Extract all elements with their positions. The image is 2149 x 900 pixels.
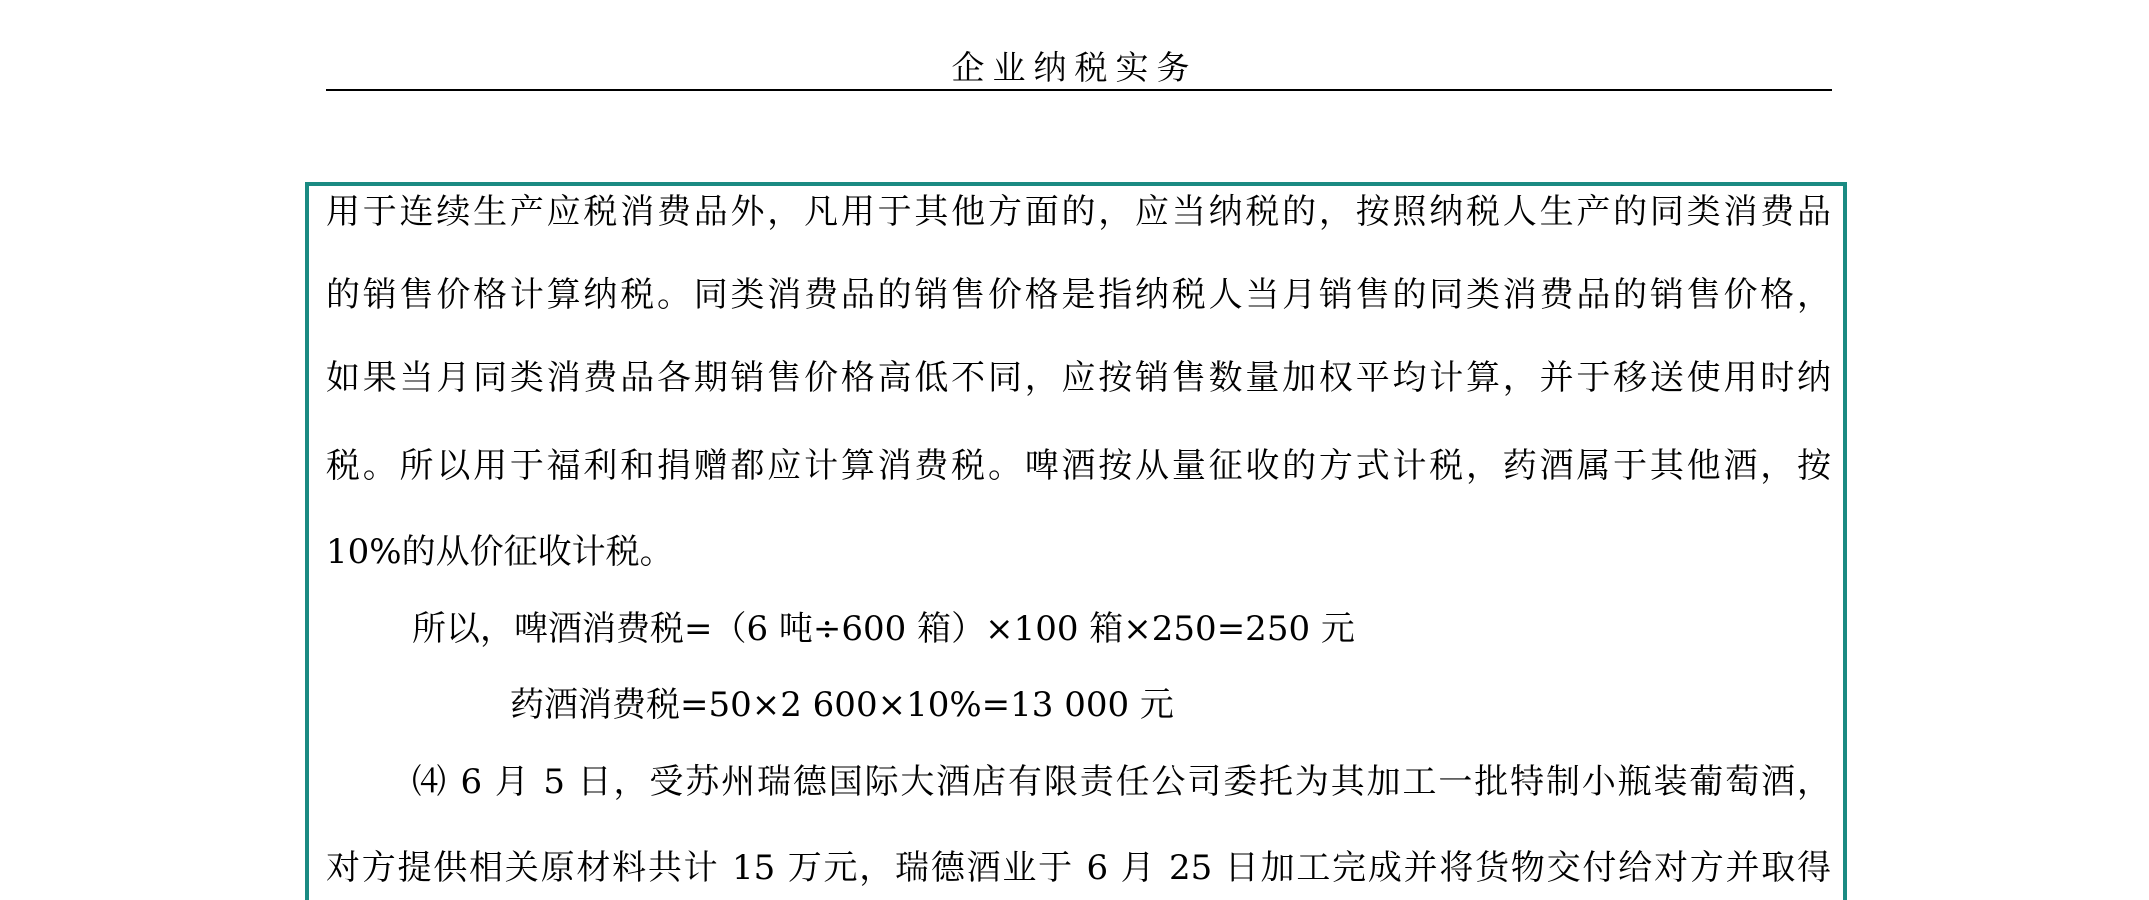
body-line-item-4: ⑷ 6 月 5 日，受苏州瑞德国际大酒店有限责任公司委托为其加工一批特制小瓶装葡萄酒， — [412, 762, 1831, 802]
formula-beer-tax: 所以，啤酒消费税=（6 吨÷600 箱）×100 箱×250=250 元 — [412, 609, 1355, 649]
running-header: 企业纳税实务 — [951, 48, 1198, 87]
body-line-3: 如果当月同类消费品各期销售价格高低不同，应按销售数量加权平均计算，并于移送使用时纳 — [326, 358, 1831, 398]
body-line-4: 税。所以用于福利和捐赠都应计算消费税。啤酒按从量征收的方式计税，药酒属于其他酒，按 — [326, 446, 1831, 486]
body-line-1: 用于连续生产应税消费品外，凡用于其他方面的，应当纳税的，按照纳税人生产的同类消费品 — [326, 192, 1831, 232]
body-line-5: 10%的从价征收计税。 — [326, 532, 674, 572]
body-line-9: 对方提供相关原材料共计 15 万元，瑞德酒业于 6 月 25 日加工完成并将货物交付给对方并取得 — [326, 848, 1831, 888]
body-line-2: 的销售价格计算纳税。同类消费品的销售价格是指纳税人当月销售的同类消费品的销售价格， — [326, 275, 1831, 315]
header-rule — [326, 89, 1832, 91]
formula-medicinal-wine-tax: 药酒消费税=50×2 600×10%=13 000 元 — [510, 685, 1174, 725]
